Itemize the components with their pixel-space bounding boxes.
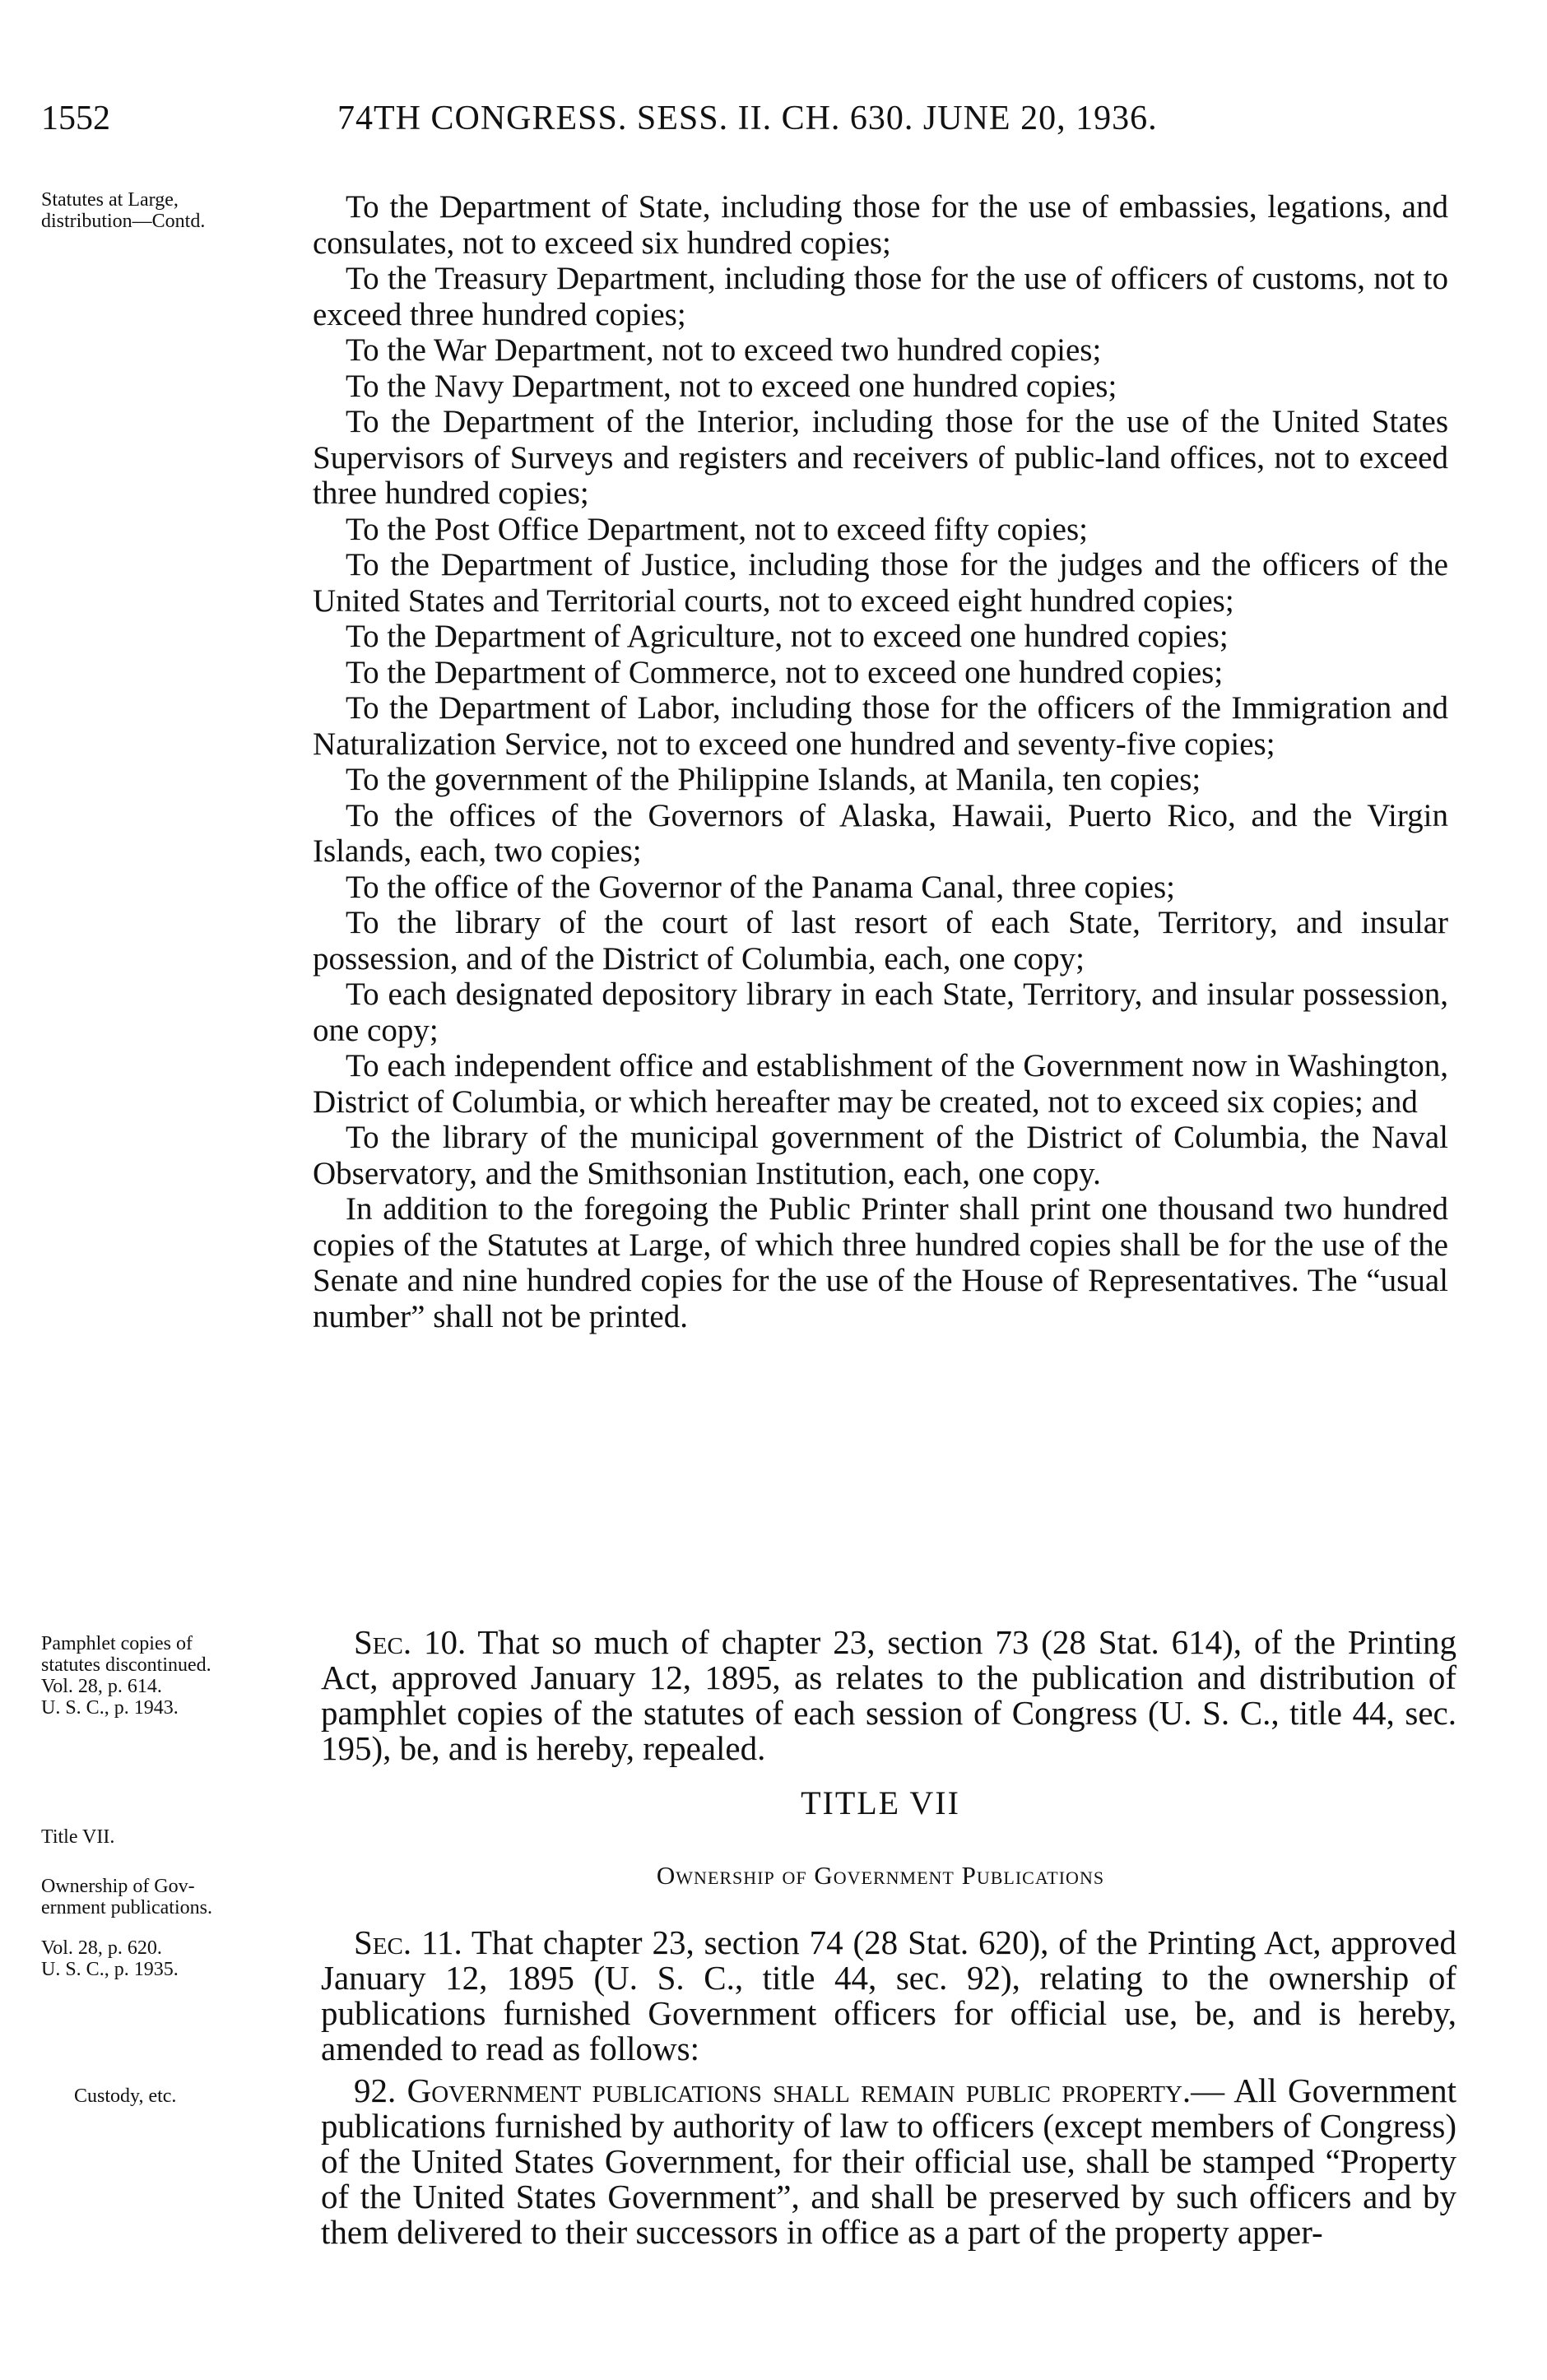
section-10 — [321, 1625, 1456, 1766]
margin-note-ownership — [41, 1876, 313, 1918]
margin-note-line: U. S. C., p. 1935. — [41, 1959, 179, 1980]
section-paragraph — [321, 2073, 1456, 2250]
title-heading: TITLE VII — [801, 1784, 960, 1821]
margin-note-custody — [74, 2085, 346, 2107]
paragraph: To the Navy Department, not to exceed one hundred copies; — [346, 368, 1117, 404]
margin-note-line: ernment publications. — [41, 1897, 212, 1918]
margin-note-line: Statutes at Large, — [41, 189, 179, 211]
margin-note-line: Ownership of Gov- — [41, 1876, 195, 1897]
margin-note-line: Pamphlet copies of — [41, 1633, 193, 1654]
paragraph: To the War Department, not to exceed two hundred copies; — [346, 332, 1102, 368]
margin-note-pamphlet-copies — [41, 1633, 313, 1719]
section-text: That chapter 23, section 74 (28 Stat. 620), of the Printing Act, approved January 12, 1895 (U. S. C., title 44, sec. 92), relating to the ownership of publications furnished Government officers for official use, be, and is hereby, amended to read as follows: — [321, 1923, 1456, 2067]
paragraph: To each designated depository library in each State, Territory, and insular possession, one copy; — [313, 977, 1448, 1048]
margin-note-line: Custody, etc. — [74, 2085, 177, 2107]
running-head: 74TH CONGRESS. SESS. II. CH. 630. JUNE 20, 1936. — [337, 100, 1158, 137]
paragraph: To the Post Office Department, not to exceed fifty copies; — [346, 511, 1088, 547]
margin-note-line: statutes discontinued. — [41, 1654, 211, 1676]
paragraph: To the library of the court of last resort of each State, Territory, and insular possession, and of the District of Columbia, each, one copy; — [313, 905, 1448, 977]
margin-note-statutes-distribution — [41, 189, 313, 232]
paragraph: To the Department of the Interior, including those for the use of the United States Supervisors of Surveys and registers and receivers of public-land offices, not to exceed three hundred copies; — [313, 404, 1448, 511]
margin-note-line: Vol. 28, p. 614. — [41, 1676, 162, 1697]
paragraph: To each independent office and establishment of the Government now in Washington, District of Columbia, or which hereafter may be created, not to exceed six copies; and — [313, 1048, 1448, 1120]
section-heading: 92. Government publications shall remain public property.— — [354, 2071, 1225, 2109]
section-text: That so much of chapter 23, section 73 (28 Stat. 614), of the Printing Act, approved January 12, 1895, as relates to the publication and distribution of pamphlet copies of the statutes of each session of Congress (U. S. C., title 44, sec. 195), be, and is hereby, repealed. — [321, 1623, 1457, 1767]
paragraph: To the Department of Labor, including those for the officers of the Immigration and Naturalization Service, not to exceed one hundred and seventy-five copies; — [313, 690, 1448, 762]
paragraph: To the office of the Governor of the Panama Canal, three copies; — [346, 869, 1176, 905]
margin-note-title-vii — [41, 1826, 313, 1848]
paragraph: To the Department of State, including those for the use of embassies, legations, and consulates, not to exceed six hundred copies; — [313, 189, 1448, 261]
paragraph: To the Treasury Department, including those for the use of officers of customs, not to exceed three hundred copies; — [313, 261, 1448, 332]
margin-note-line: Title VII. — [41, 1826, 115, 1848]
section-paragraph — [321, 1925, 1456, 2067]
section-text: All Government publications furnished by authority of law to officers (except members of Congress) of the United States Government, for their official use, shall be stamped “Property of the United States Government”, and shall be preserved by such officers and by them delivered to their successors in office as a part of the property apper- — [321, 2071, 1456, 2251]
paragraph: In addition to the foregoing the Public Printer shall print one thousand two hundred copies of the Statutes at Large, of which three hundred copies shall be for the use of the Senate and nine hundred copies for the use of the House of Representatives. The “usual number” shall not be printed. — [313, 1191, 1448, 1334]
paragraph: To the government of the Philippine Islands, at Manila, ten copies; — [346, 762, 1201, 797]
margin-note-vol28-620 — [41, 1937, 313, 1980]
margin-note-line: Vol. 28, p. 620. — [41, 1937, 162, 1959]
page-number: 1552 — [41, 100, 110, 137]
margin-note-line: distribution—Contd. — [41, 211, 206, 232]
paragraph: To the offices of the Governors of Alaska, Hawaii, Puerto Rico, and the Virgin Islands, each, two copies; — [313, 797, 1448, 869]
section-92 — [321, 2073, 1456, 2250]
paragraph: To the library of the municipal government of the District of Columbia, the Naval Observatory, and the Smithsonian Institution, each, one copy. — [313, 1120, 1448, 1191]
section-label: Sec. 11. — [354, 1923, 462, 1961]
distribution-list — [313, 189, 1448, 1334]
page-header — [25, 99, 1456, 148]
section-label: Sec. 10. — [354, 1623, 467, 1661]
paragraph: To the Department of Justice, including those for the judges and the officers of the United States and Territorial courts, not to exceed eight hundred copies; — [313, 547, 1448, 619]
title-subheading: Ownership of Government Publications — [656, 1861, 1105, 1890]
paragraph: To the Department of Commerce, not to exceed one hundred copies; — [346, 654, 1224, 690]
margin-note-line: U. S. C., p. 1943. — [41, 1697, 179, 1719]
section-paragraph — [321, 1625, 1456, 1766]
section-11 — [321, 1925, 1456, 2067]
paragraph: To the Department of Agriculture, not to exceed one hundred copies; — [346, 619, 1229, 654]
